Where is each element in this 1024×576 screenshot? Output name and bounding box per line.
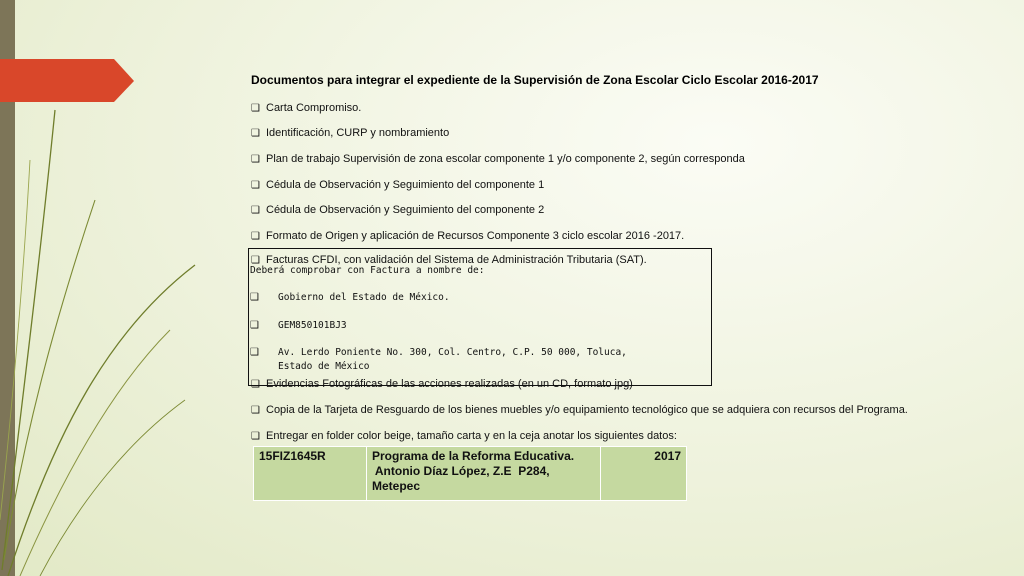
list-item-text: Facturas CFDI, con validación del Sistema de Administración Tributaria (SAT). [266,254,647,266]
invoice-line-continuation: Estado de México [278,361,370,372]
list-item-text: Evidencias Fotográficas de las acciones realizadas (en un CD, formato jpg) [266,378,633,390]
list-item [251,127,449,140]
list-item [251,153,745,166]
checkbox-bullet-icon: ❑ [251,255,260,266]
checkbox-bullet-icon: ❑ [250,347,259,358]
checkbox-bullet-icon: ❑ [251,205,260,216]
checkbox-bullet-icon: ❑ [251,154,260,165]
list-item-text: Identificación, CURP y nombramiento [266,127,450,139]
list-item [251,102,361,115]
list-item [251,179,544,192]
decorative-stems [0,0,240,576]
invoice-heading: Deberá comprobar con Factura a nombre de: [250,265,485,276]
checkbox-bullet-icon: ❑ [251,379,260,390]
list-item-text: Plan de trabajo Supervisión de zona escolar componente 1 y/o componente 2, según corresponda [266,153,745,165]
list-item-text: Formato de Origen y aplicación de Recursos Componente 3 ciclo escolar 2016 -2017. [266,230,685,242]
list-item [251,204,544,217]
checkbox-bullet-icon: ❑ [251,103,260,114]
invoice-line-text: Av. Lerdo Poniente No. 300, Col. Centro, C.P. 50 000, Toluca, [278,347,627,358]
folder-label-table [253,446,687,501]
list-item-text: Cédula de Observación y Seguimiento del componente 2 [266,204,545,216]
list-item-text: Copia de la Tarjeta de Resguardo de los bienes muebles y/o equipamiento tecnológico que se adquiera con recursos del Programa. [266,404,908,416]
invoice-line [250,347,627,359]
checkbox-bullet-icon: ❑ [251,128,260,139]
invoice-line-text: Gobierno del Estado de México. [278,292,450,303]
list-item [251,378,633,391]
table-row [254,447,687,501]
program-cell [367,447,601,501]
checkbox-bullet-icon: ❑ [250,292,259,303]
program-line: Antonio Díaz López, Z.E P284, [372,464,550,478]
list-item-text: Carta Compromiso. [266,102,362,114]
list-item [251,230,684,243]
school-code-cell: 15FIZ1645R [254,447,367,501]
checkbox-bullet-icon: ❑ [251,431,260,442]
checkbox-bullet-icon: ❑ [251,405,260,416]
checkbox-bullet-icon: ❑ [251,180,260,191]
list-item-text: Entregar en folder color beige, tamaño carta y en la ceja anotar los siguientes datos: [266,430,677,442]
list-item [251,430,677,443]
year-cell: 2017 [601,447,687,501]
invoice-line-text: GEM850101BJ3 [278,320,347,331]
document-title: Documentos para integrar el expediente de la Supervisión de Zona Escolar Ciclo Escolar 2016-2017 [251,73,819,87]
invoice-line [250,292,450,304]
program-line: Metepec [372,479,421,493]
program-line: Programa de la Reforma Educativa. [372,449,575,463]
checkbox-bullet-icon: ❑ [251,231,260,242]
list-item-text: Cédula de Observación y Seguimiento del componente 1 [266,179,545,191]
invoice-line [250,320,347,332]
checkbox-bullet-icon: ❑ [250,320,259,331]
list-item [251,404,908,417]
